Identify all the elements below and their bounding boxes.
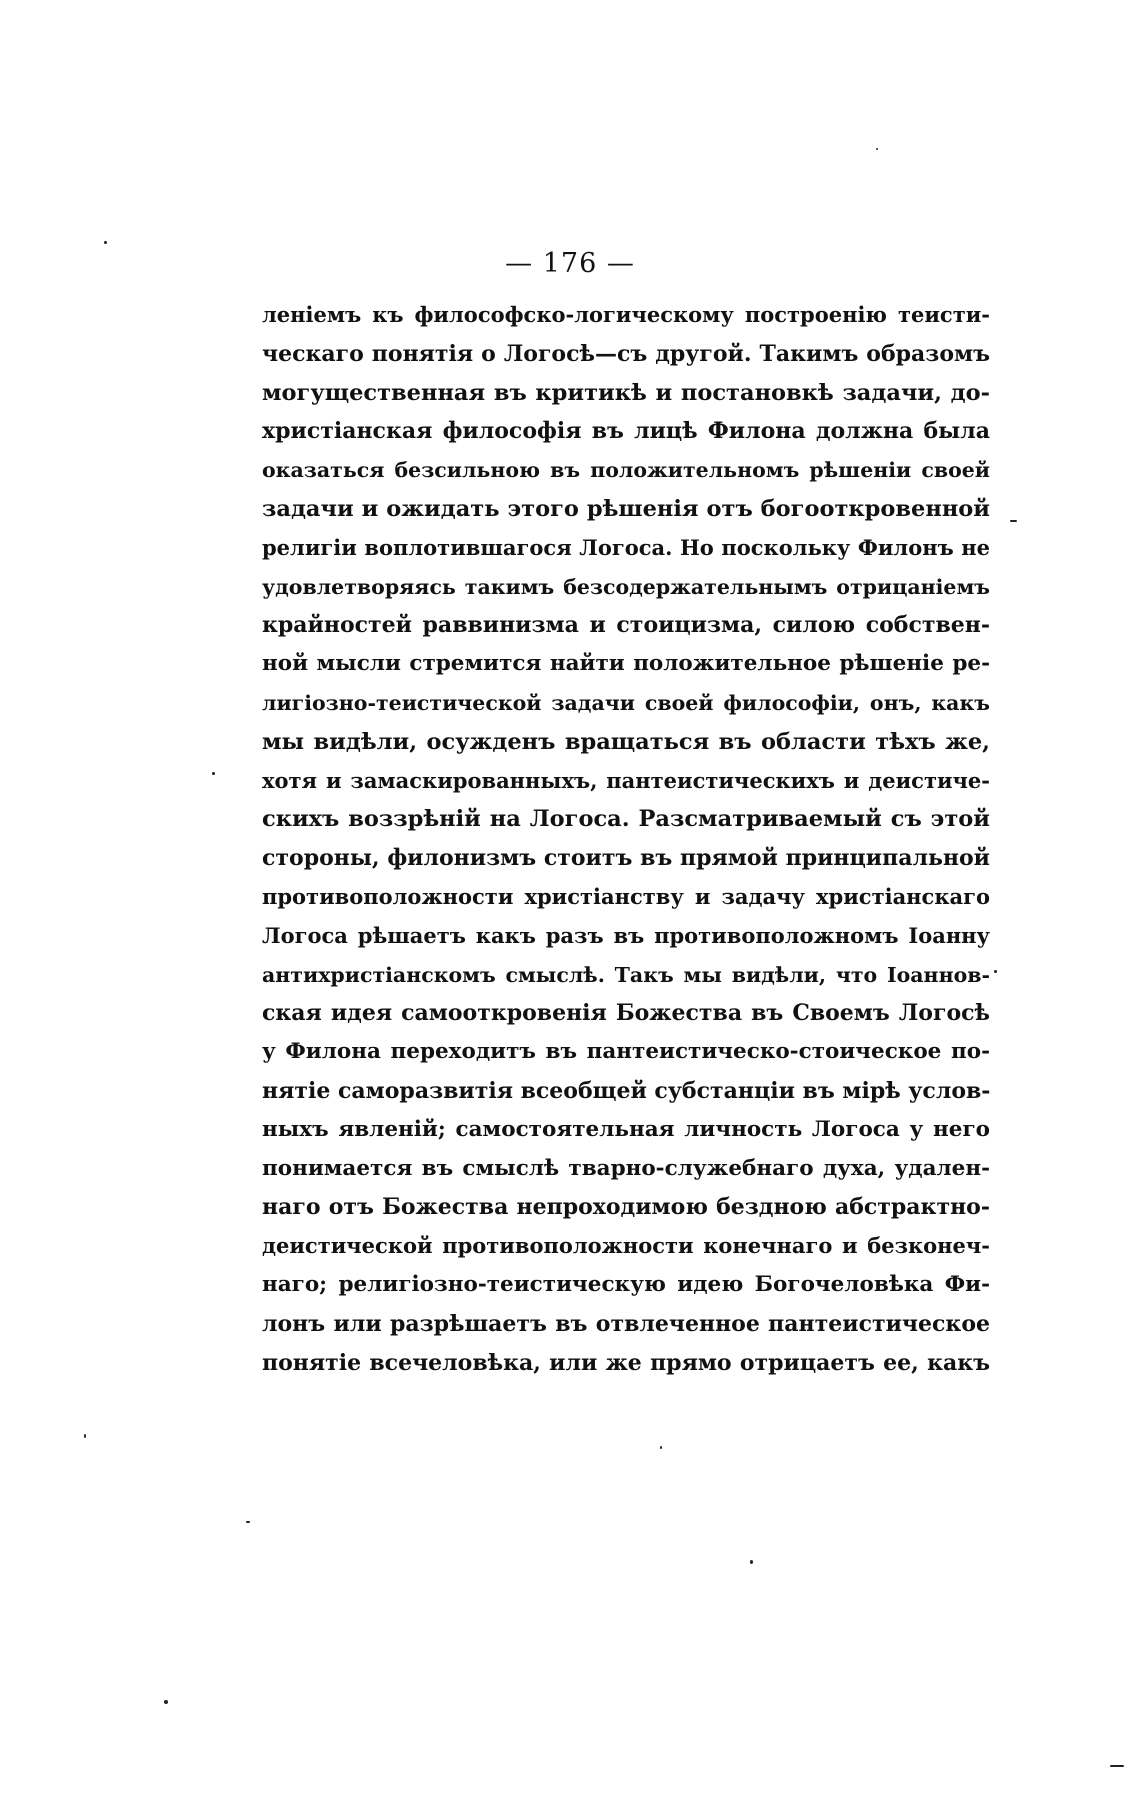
text-line: нятіе саморазвитія всеобщей субстанціи въ мірѣ услов- (262, 1077, 990, 1104)
scan-speck (246, 1521, 250, 1523)
text-line: лонъ или разрѣшаетъ въ отвлеченное пантеистическое (262, 1310, 990, 1337)
text-line: удовлетворяясь такимъ безсодержательнымъ отрицаніемъ (262, 574, 990, 599)
page-number: — 176 — (505, 248, 635, 279)
text-line: наго отъ Божества непроходимою бездною абстрактно- (262, 1194, 990, 1221)
text-line: могущественная въ критикѣ и постановкѣ задачи, до- (262, 379, 990, 406)
text-line: антихристіанскомъ смыслѣ. Такъ мы видѣли, что Іоаннов- (262, 962, 990, 987)
scan-speck (750, 1560, 753, 1564)
scan-speck (660, 1446, 662, 1449)
text-line: христіанская философія въ лицѣ Филона должна была (262, 418, 990, 445)
scan-speck (84, 1434, 86, 1438)
body-text (262, 296, 990, 1382)
text-line: крайностей раввинизма и стоицизма, силою собствен- (262, 612, 990, 639)
text-line: ныхъ явленій; самостоятельная личность Логоса у него (262, 1116, 990, 1142)
scan-speck (876, 148, 878, 150)
scan-speck (1010, 520, 1017, 522)
text-line: ская идея самооткровенія Божества въ Своемъ Логосѣ (262, 1000, 990, 1027)
scan-speck (104, 241, 107, 244)
text-line: у Филона переходитъ въ пантеистическо-стоическое по- (262, 1039, 990, 1065)
text-line: ческаго понятія о Логосѣ—съ другой. Такимъ образомъ (262, 340, 990, 367)
text-line: наго; религіозно-теистическую идею Богочеловѣка Фи- (262, 1271, 990, 1297)
text-line: понимается въ смыслѣ тварно-служебнаго духа, удален- (262, 1155, 990, 1181)
text-line: хотя и замаскированныхъ, пантеистическихъ и деистиче- (262, 767, 990, 793)
text-line: лигіозно-теистической задачи своей философіи, онъ, какъ (262, 690, 990, 715)
text-line: стороны, филонизмъ стоитъ въ прямой принципальной (262, 845, 990, 872)
scan-speck (164, 1700, 168, 1704)
text-line: Логоса рѣшаетъ какъ разъ въ противоположномъ Іоанну (262, 922, 990, 948)
text-line: понятіе всечеловѣка, или же прямо отрицаетъ ее, какъ (262, 1349, 990, 1376)
text-line: леніемъ къ философско-логическому построенію теисти- (262, 302, 990, 327)
scan-speck (1110, 1765, 1124, 1767)
text-line: мы видѣли, осужденъ вращаться въ области тѣхъ же, (262, 728, 990, 755)
text-line: скихъ воззрѣній на Логоса. Разсматриваемый съ этой (262, 806, 990, 833)
text-line: религіи воплотившагося Логоса. Но поскольку Филонъ не (262, 534, 990, 560)
scan-speck (212, 772, 215, 775)
text-line: деистической противоположности конечнаго и безконеч- (262, 1233, 990, 1259)
scan-speck (994, 970, 997, 973)
text-line: задачи и ожидать этого рѣшенія отъ богооткровенной (262, 495, 990, 522)
text-line: ной мысли стремится найти положительное рѣшеніе ре- (262, 651, 990, 677)
text-line: оказаться безсильною въ положительномъ рѣшеніи своей (262, 458, 990, 483)
text-line: противоположности христіанству и задачу христіанскаго (262, 883, 990, 909)
